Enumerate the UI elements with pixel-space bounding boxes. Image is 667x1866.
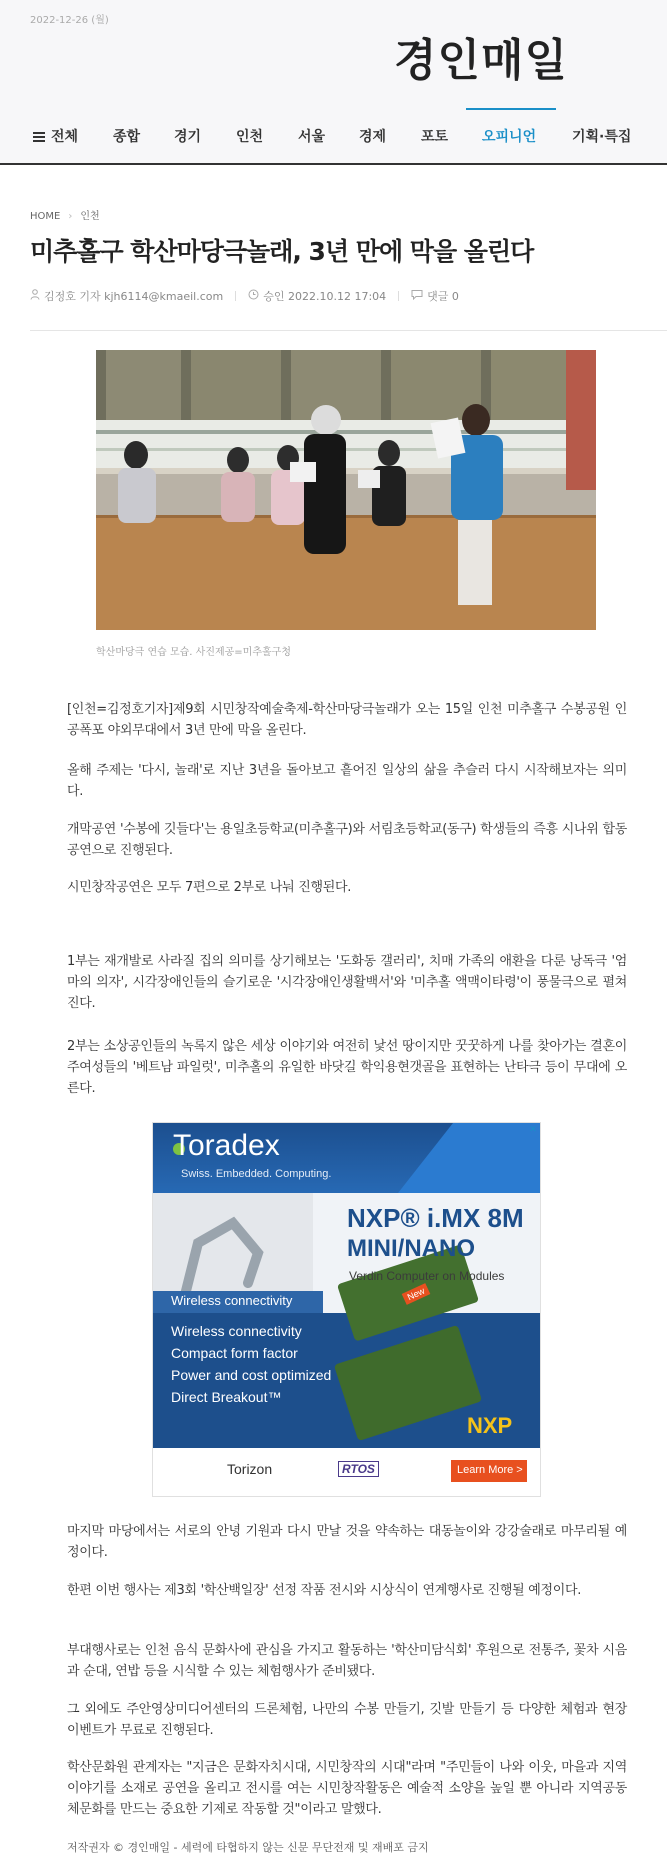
ad-feature: Power and cost optimized <box>171 1367 332 1383</box>
site-header <box>0 0 667 165</box>
article-paragraph: [인천=김정호기자]제9회 시민창작예술축제-학산마당극놀래가 오는 15일 인천 미추홀구 수봉공원 인공폭포 야외무대에서 3년 만에 막을 올린다. <box>67 702 627 738</box>
ad-rtos-logo: RTOS <box>338 1461 379 1477</box>
clock-icon <box>248 289 259 303</box>
nav-item-seoul[interactable]: 서울 <box>298 129 326 145</box>
article-meta <box>30 288 459 304</box>
ad-feature: Compact form factor <box>171 1345 298 1361</box>
site-logo[interactable]: 경인매일 <box>394 35 569 86</box>
article-paragraph: 부대행사로는 인천 음식 문화사에 관심을 가지고 활동하는 '학산미담식회' 후원으로 전통주, 꽃차 시음과 순대, 연밥 등을 시식할 수 있는 체험행사가 준비됐다. <box>67 1643 627 1679</box>
article-author: 김정호 기자 kjh6114@kmaeil.com <box>44 290 224 303</box>
nav-item-gyeonggi[interactable]: 경기 <box>174 129 202 145</box>
breadcrumb <box>30 207 100 222</box>
ad-headline-1: NXP® i.MX 8M <box>347 1203 524 1233</box>
ad-headline-2: MINI/NANO <box>347 1235 475 1262</box>
hamburger-menu-icon <box>33 132 45 142</box>
article-paragraph: 1부는 재개발로 사라질 집의 의미를 상기해보는 '도화동 갤러리', 치매 가족의 애환을 다룬 낭독극 '엄마의 의자', 시각장애인들의 슬기로운 '시각장애인생활백서'와 '미추홀 액맥이타령'이 풍물극으로 펼쳐진다. <box>67 954 627 1011</box>
rehearsal-photo-illustration <box>96 350 596 630</box>
article-comment-count[interactable]: 댓글 0 <box>427 290 459 303</box>
article-paragraph: 올해 주제는 '다시, 놀래'로 지난 3년을 돌아보고 흩어진 일상의 삶을 추슬러 다시 시작해보자는 의미다. <box>67 763 627 799</box>
meta-divider <box>398 291 399 301</box>
article-approved-time: 승인 2022.10.12 17:04 <box>263 290 387 303</box>
ad-feature: Wireless connectivity <box>171 1323 302 1339</box>
nav-item-general[interactable]: 종합 <box>113 129 141 145</box>
user-icon <box>30 289 40 303</box>
toradex-ad-banner[interactable] <box>152 1122 541 1497</box>
header-date: 2022-12-26 (월) <box>30 15 109 26</box>
breadcrumb-home[interactable]: HOME <box>30 211 61 222</box>
ad-subhead: Verdin Computer on Modules <box>349 1269 505 1283</box>
ad-nxp-logo: NXP <box>467 1413 513 1438</box>
article-paragraph: 한편 이번 행사는 제3회 '학산백일장' 선정 작품 전시와 시상식이 연계행사로 진행될 예정이다. <box>67 1583 582 1598</box>
chevron-right-icon: › <box>68 211 73 222</box>
nav-item-feature[interactable]: 기획·특집 <box>572 129 632 145</box>
article-paragraph: 마지막 마당에서는 서로의 안녕 기원과 다시 만날 것을 약속하는 대동놀이와 강강술래로 마무리될 예정이다. <box>67 1524 627 1560</box>
nav-active-indicator <box>466 108 556 110</box>
comment-icon <box>411 289 423 303</box>
nav-item-incheon[interactable]: 인천 <box>236 129 264 145</box>
ad-learn-more-button[interactable]: Learn More > <box>457 1464 523 1476</box>
article-paragraph: 그 외에도 주안영상미디어센터의 드론체험, 나만의 수봉 만들기, 깃발 만들기 등 다양한 체험과 현장 이벤트가 무료로 진행된다. <box>67 1702 627 1738</box>
ad-new-badge: New <box>402 1283 431 1305</box>
article-paragraph: 2부는 소상공인들의 녹록지 않은 세상 이야기와 여전히 낯선 땅이지만 꿋꿋하게 나를 찾아가는 결혼이주여성들의 '베트남 파일럿', 미추홀의 유일한 바닷길 학익용현갯골을 표현하는 난타극 등이 무대에 오른다. <box>67 1039 627 1096</box>
photo-caption: 학산마당극 연습 모습. 사진제공=미추홀구청 <box>96 647 291 658</box>
header-divider <box>30 330 667 331</box>
ad-feature: Wireless connectivity <box>171 1293 293 1308</box>
nav-menu-all[interactable] <box>33 126 78 146</box>
ad-torizon-logo: Torizon <box>227 1461 273 1477</box>
ad-brand: Toradex <box>173 1129 280 1162</box>
nav-item-opinion[interactable]: 오피니언 <box>482 129 537 145</box>
ad-feature: Direct Breakout™ <box>171 1389 282 1405</box>
copyright-notice: 저작권자 © 경인매일 - 세력에 타협하지 않는 신문 무단전재 및 재배포 금지 <box>67 1841 429 1854</box>
article-paragraph: 시민창작공연은 모두 7편으로 2부로 나눠 진행된다. <box>67 880 352 895</box>
ad-tagline: Swiss. Embedded. Computing. <box>181 1168 332 1180</box>
article-paragraph: 개막공연 '수봉에 깃들다'는 용일초등학교(미추홀구)와 서림초등학교(동구) 학생들의 즉흥 시나위 합동 공연으로 진행된다. <box>67 822 627 858</box>
breadcrumb-section[interactable]: 인천 <box>80 211 100 222</box>
article-title: 미추홀구 학산마당극놀래, 3년 만에 막을 올린다 <box>30 237 534 266</box>
main-nav <box>0 112 667 162</box>
ad-close-icon[interactable]: ✕ <box>529 1125 537 1135</box>
meta-divider <box>235 291 236 301</box>
nav-menu-all-label: 전체 <box>51 129 79 145</box>
article-photo <box>96 350 596 630</box>
article-paragraph: 학산문화원 관계자는 "지금은 문화자치시대, 시민창작의 시대"라며 "주민들이 나와 이웃, 마을과 지역 이야기를 소재로 공연을 올리고 전시를 여는 시민창작활동은 예술적 소양을 높일 뿐 아니라 지역공동체문화를 만드는 중요한 기제로 작동할 것"이라고 말했다. <box>67 1760 627 1817</box>
nav-item-photo[interactable]: 포토 <box>421 129 449 145</box>
nav-item-economy[interactable]: 경제 <box>359 129 387 145</box>
